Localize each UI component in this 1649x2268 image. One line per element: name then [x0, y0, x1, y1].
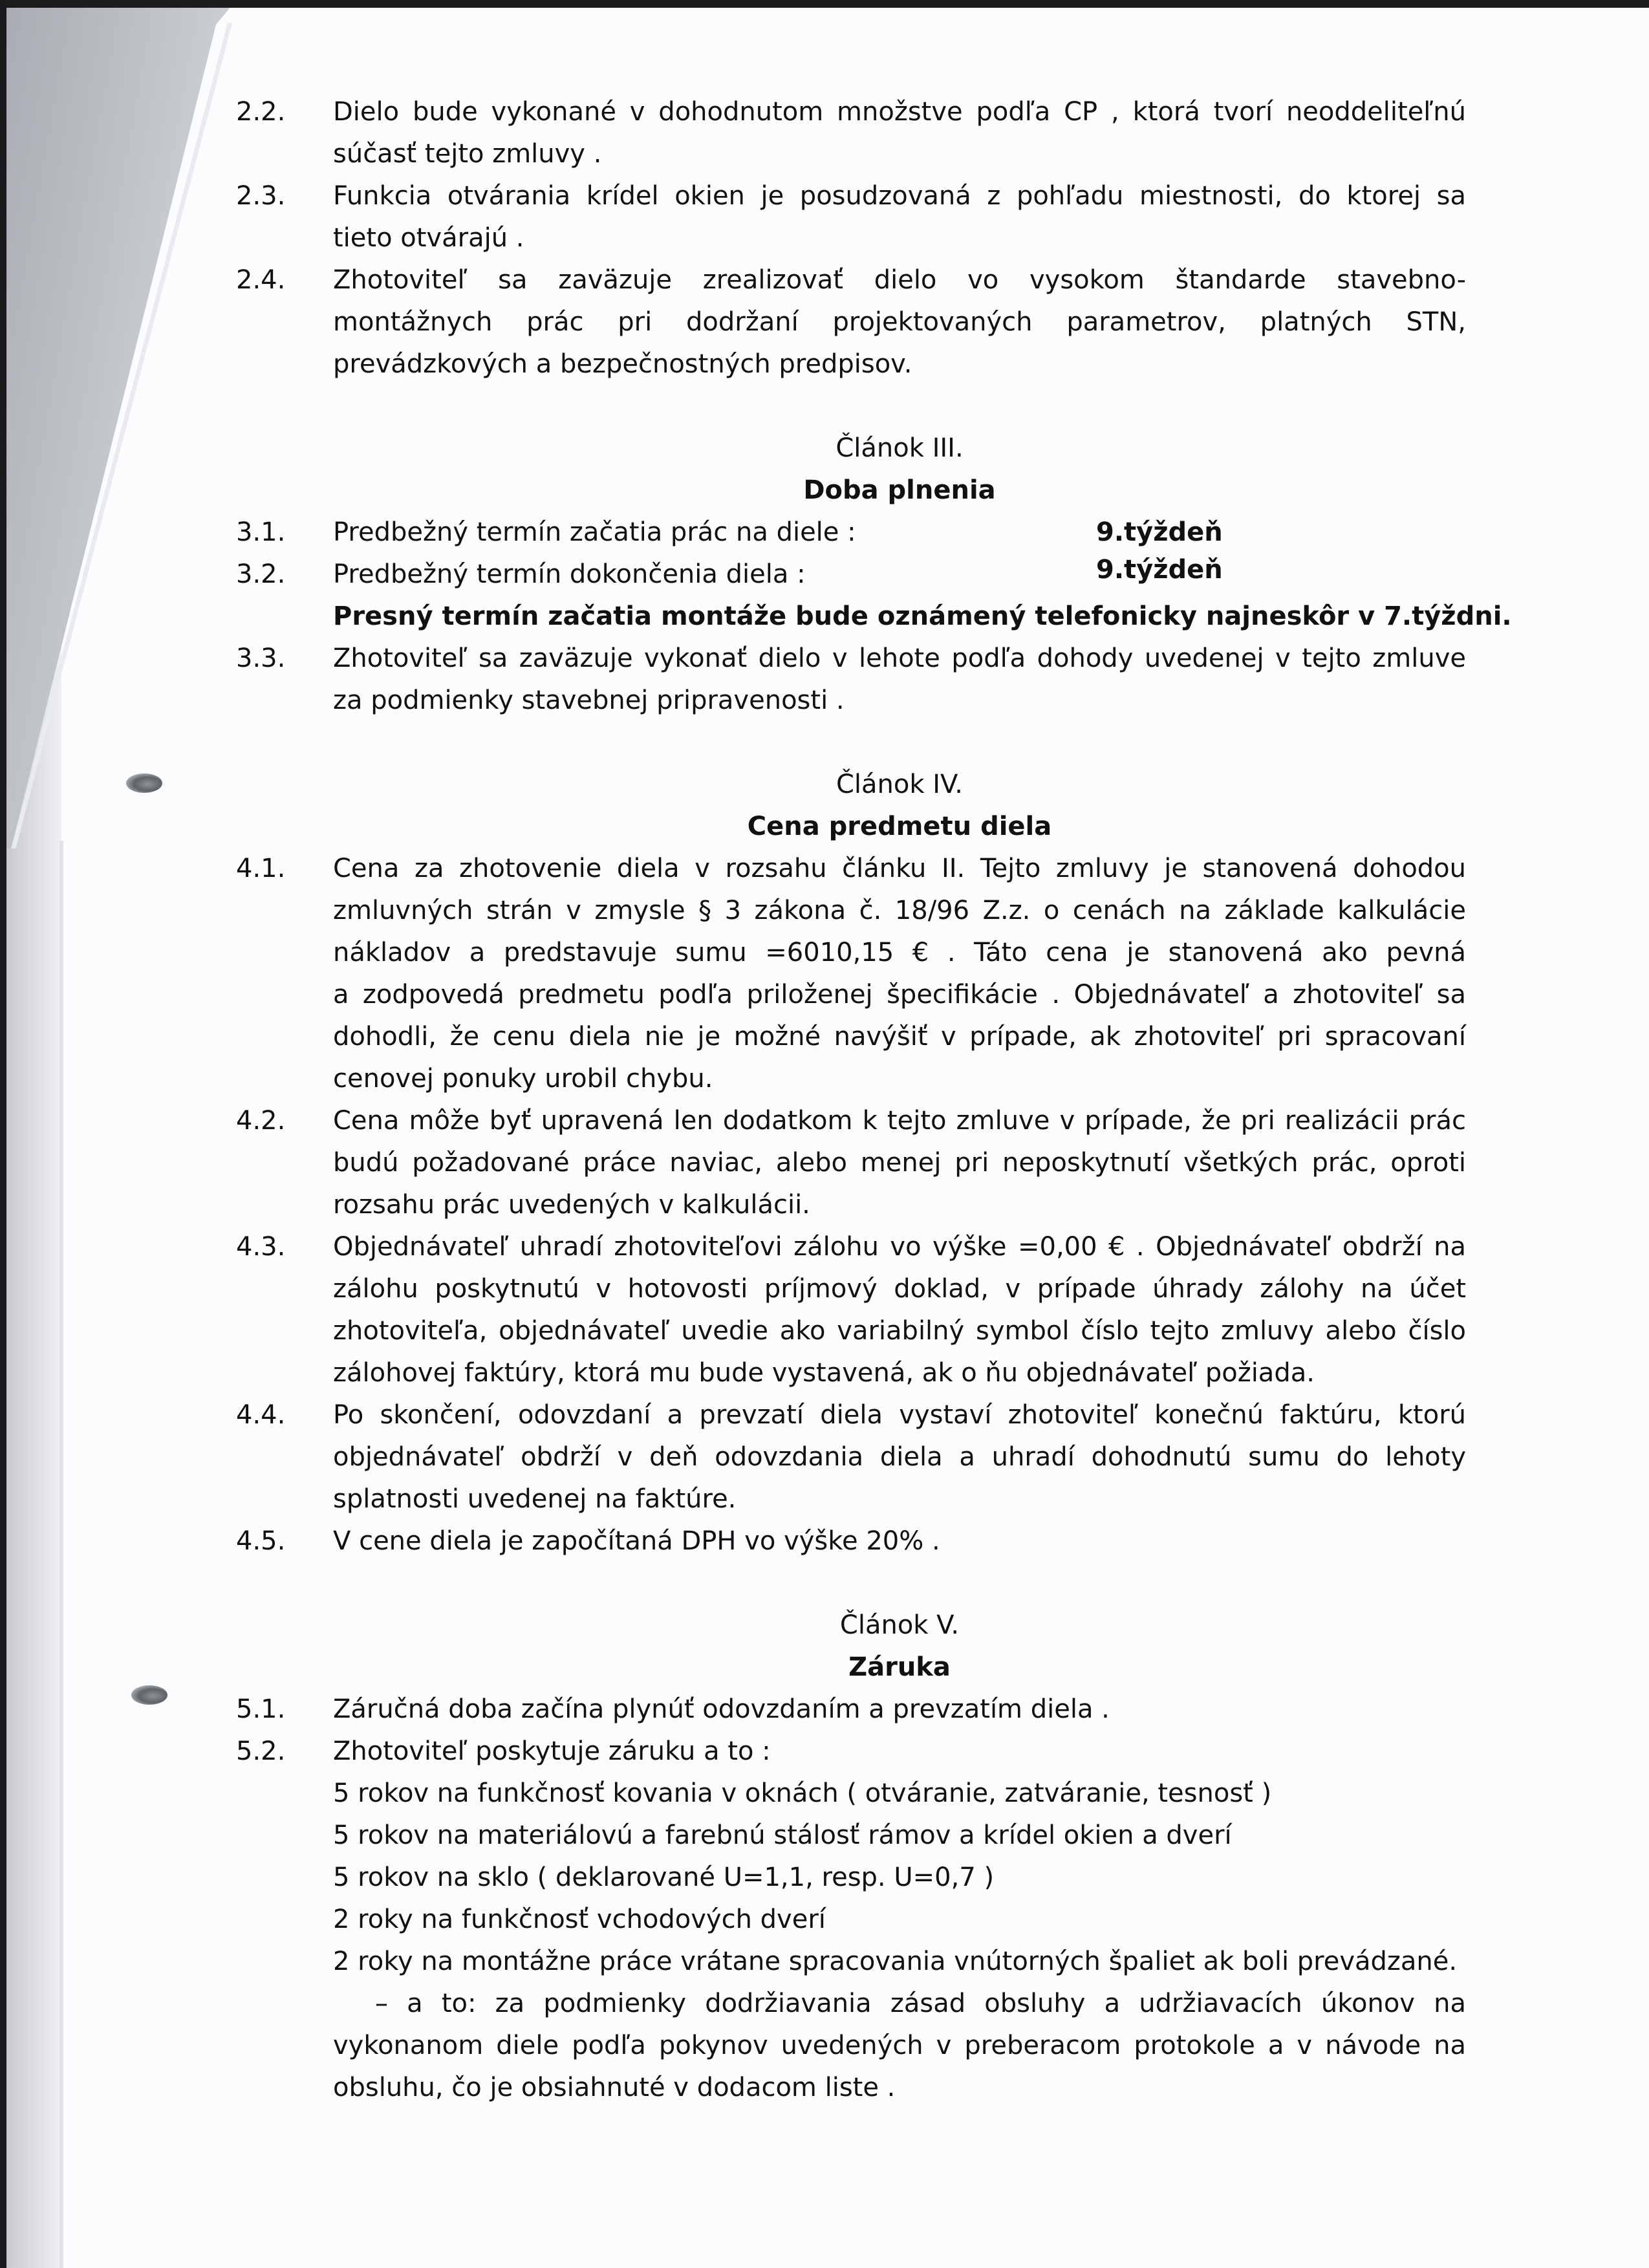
article-heading: Článok III.: [835, 433, 964, 463]
clause-text-line: súčasť tejto zmluvy .: [333, 139, 602, 169]
clause-text-line: zálohovej faktúry, ktorá mu bude vystavená, ak o ňu objednávateľ požiada.: [333, 1358, 1315, 1388]
warranty-condition-line: obsluhu, čo je obsiahnuté v dodacom liste .: [333, 2073, 896, 2102]
warranty-item: 5 rokov na materiálovú a farebnú stálosť rámov a krídel okien a dverí: [333, 1820, 1232, 1850]
punch-hole: [131, 1685, 167, 1705]
clause-text-line: Cena za zhotovenie diela v rozsahu článku II. Tejto zmluvy je stanovená dohodou: [333, 854, 1466, 883]
article-heading: Článok IV.: [836, 770, 963, 799]
clause-text-line: tieto otvárajú .: [333, 223, 524, 253]
clause-text-line: Po skončení, odovzdaní a prevzatí diela vystaví zhotoviteľ konečnú faktúru, ktorú: [333, 1400, 1466, 1430]
clause-number: 3.2.: [236, 559, 286, 589]
clause-number: 4.4.: [236, 1400, 286, 1430]
clause-number: 3.3.: [236, 643, 286, 673]
clause-text-line: za podmienky stavebnej pripravenosti .: [333, 686, 845, 715]
clause-text-line: Predbežný termín začatia prác na diele :: [333, 517, 856, 547]
clause-text-line: Objednávateľ uhradí zhotoviteľovi zálohu vo výške =0,00 € . Objednávateľ obdrží na: [333, 1232, 1466, 1262]
clause-text-line: zmluvných strán v zmysle § 3 zákona č. 18/96 Z.z. o cenách na základe kalkulácie: [333, 896, 1466, 925]
clause-number: 5.2.: [236, 1736, 286, 1766]
article-heading: Článok V.: [839, 1610, 960, 1640]
clause-text-line: budú požadované práce naviac, alebo menej pri neposkytnutí všetkých prác, oproti: [333, 1148, 1466, 1178]
article-title: Doba plnenia: [803, 475, 996, 505]
end-week-value: 9.týždeň: [1096, 555, 1223, 585]
warranty-condition-line: – a to: za podmienky dodržiavania zásad obsluhy a udržiavacích úkonov na: [375, 1989, 1466, 2018]
warranty-condition-line: vykonanom diele podľa pokynov uvedených v preberacom protokole a v návode na: [333, 2031, 1466, 2060]
clause-text-line: objednávateľ obdrží v deň odovzdania diela a uhradí dohodnutú sumu do lehoty: [333, 1442, 1466, 1472]
clause-text-line: zhotoviteľa, objednávateľ uvedie ako variabilný symbol číslo tejto zmluvy alebo číslo: [333, 1316, 1466, 1346]
clause-number: 3.1.: [236, 517, 286, 547]
page-edge: [59, 841, 63, 2268]
scanner-frame-top: [0, 0, 1649, 8]
clause-text-line: cenovej ponuky urobil chybu.: [333, 1064, 713, 1094]
clause-text-line: a zodpovedá predmetu podľa priloženej špecifikácie . Objednávateľ a zhotoviteľ sa: [333, 980, 1466, 1010]
clause-text-line: splatnosti uvedenej na faktúre.: [333, 1484, 737, 1514]
warranty-item: 2 roky na montážne práce vrátane spracovania vnútorných špaliet ak boli prevádzané.: [333, 1947, 1458, 1976]
assembly-start-notice: Presný termín začatia montáže bude oznámený telefonicky najneskôr v 7.týždni.: [333, 601, 1512, 631]
clause-text-line: Zhotoviteľ sa zaväzuje vykonať dielo v lehote podľa dohody uvedenej v tejto zmluve: [333, 643, 1466, 673]
clause-number: 4.3.: [236, 1232, 286, 1262]
start-week-value: 9.týždeň: [1096, 517, 1223, 547]
scanner-frame-left: [0, 0, 6, 2268]
clause-text-line: Zhotoviteľ sa zaväzuje zrealizovať dielo vo vysokom štandarde stavebno-: [333, 265, 1466, 295]
clause-text-line: zálohu poskytnutú v hotovosti príjmový doklad, v prípade úhrady zálohy na účet: [333, 1274, 1466, 1304]
clause-text-line: V cene diela je započítaná DPH vo výške 20% .: [333, 1526, 940, 1556]
clause-text-line: nákladov a predstavuje sumu =6010,15 € . Táto cena je stanovená ako pevná: [333, 938, 1466, 967]
warranty-item: 2 roky na funkčnosť vchodových dverí: [333, 1905, 826, 1934]
article-title: Cena predmetu diela: [747, 812, 1052, 841]
clause-text-line: prevádzkových a bezpečnostných predpisov.: [333, 349, 912, 379]
clause-number: 2.3.: [236, 181, 286, 211]
punch-hole: [126, 773, 162, 793]
clause-text-line: Zhotoviteľ poskytuje záruku a to :: [333, 1736, 771, 1766]
clause-text-line: montážnych prác pri dodržaní projektovaných parametrov, platných STN,: [333, 307, 1466, 337]
clause-number: 4.5.: [236, 1526, 286, 1556]
clause-number: 4.2.: [236, 1106, 286, 1136]
clause-text-line: Záručná doba začína plynúť odovzdaním a prevzatím diela .: [333, 1694, 1110, 1724]
clause-number: 2.2.: [236, 97, 286, 127]
clause-text-line: Predbežný termín dokončenia diela :: [333, 559, 806, 589]
clause-text-line: Cena môže byť upravená len dodatkom k tejto zmluve v prípade, že pri realizácii prác: [333, 1106, 1466, 1136]
clause-text-line: Dielo bude vykonané v dohodnutom množstve podľa CP , ktorá tvorí neoddeliteľnú: [333, 97, 1466, 127]
clause-number: 4.1.: [236, 854, 286, 883]
clause-text-line: Funkcia otvárania krídel okien je posudzovaná z pohľadu miestnosti, do ktorej sa: [333, 181, 1466, 211]
warranty-item: 5 rokov na funkčnosť kovania v oknách ( otváranie, zatváranie, tesnosť ): [333, 1778, 1272, 1808]
clause-text-line: dohodli, že cenu diela nie je možné navýšiť v prípade, ak zhotoviteľ pri spracovaní: [333, 1022, 1466, 1052]
article-title: Záruka: [848, 1652, 951, 1682]
warranty-item: 5 rokov na sklo ( deklarované U=1,1, resp. U=0,7 ): [333, 1863, 995, 1892]
clause-text-line: rozsahu prác uvedených v kalkulácii.: [333, 1190, 810, 1220]
clause-number: 2.4.: [236, 265, 286, 295]
clause-number: 5.1.: [236, 1694, 286, 1724]
